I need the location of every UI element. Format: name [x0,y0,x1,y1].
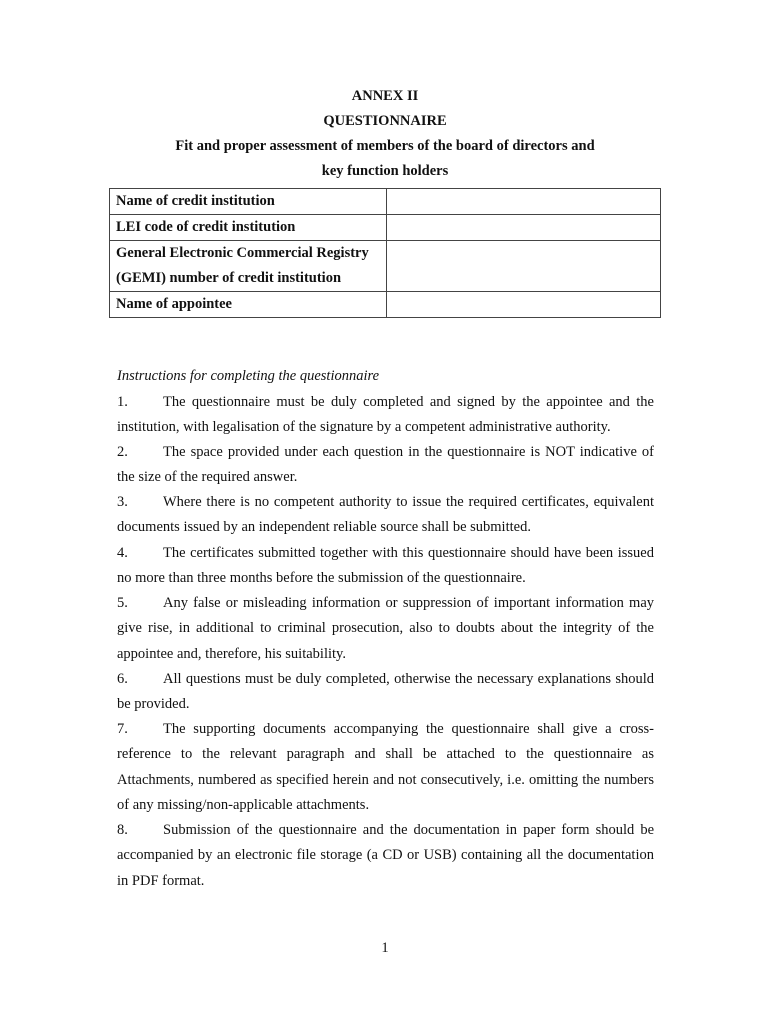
table-row [110,292,661,318]
appointee-name-field[interactable] [386,292,660,318]
instruction-number: 4. [117,545,128,561]
instruction-number: 5. [117,595,128,611]
instruction-item [117,390,654,441]
instruction-item [117,667,654,718]
instruction-number: 7. [117,721,128,737]
instruction-item [117,818,654,894]
gemi-number-label: General Electronic Commercial Registry (GEMI) number of credit institution [110,241,387,292]
credit-institution-name-label: Name of credit institution [110,189,387,215]
instruction-item [117,717,654,818]
appointee-name-label: Name of appointee [110,292,387,318]
gemi-number-field[interactable] [386,241,660,292]
lei-code-label: LEI code of credit institution [110,215,387,241]
instruction-number: 6. [117,671,128,687]
instruction-text: The space provided under each question in the questionnaire is NOT indicative of the size of the required answer. [117,444,654,486]
instruction-item [117,591,654,667]
annex-heading: ANNEX II [351,88,419,104]
lei-code-field[interactable] [386,215,660,241]
institution-info-table [109,188,661,318]
instruction-text: Where there is no competent authority to issue the required certificates, equivalent documents issued by an independent reliable source shall be submitted. [117,494,654,536]
instruction-text: The questionnaire must be duly completed and signed by the appointee and the institution, with legalisation of the signature by a competent administrative authority. [117,394,654,436]
instruction-number: 2. [117,444,128,460]
instructions-title: Instructions for completing the questionnaire [117,368,380,384]
instruction-number: 8. [117,822,128,838]
instruction-item [117,440,654,491]
instruction-number: 3. [117,494,128,510]
instruction-number: 1. [117,394,128,410]
table-row [110,215,661,241]
instruction-text: Submission of the questionnaire and the documentation in paper form should be accompanied by an electronic file storage (a CD or USB) containing all the documentation in PDF format. [117,822,654,889]
instruction-text: The certificates submitted together with this questionnaire should have been issued no more than three months before the submission of the questionnaire. [117,545,654,587]
instruction-item [117,541,654,592]
document-title: QUESTIONNAIRE [323,113,447,129]
instruction-text: All questions must be duly completed, otherwise the necessary explanations should be provided. [117,671,654,713]
instruction-text: The supporting documents accompanying the questionnaire shall give a cross-reference to the relevant paragraph and shall be attached to the questionnaire as Attachments, numbered as specified herein and not consecutively, i.e. omitting the numbers of any missing/non-applicable attachments. [117,721,654,813]
credit-institution-name-field[interactable] [386,189,660,215]
page-number: 1 [381,940,389,956]
table-row [110,189,661,215]
document-subtitle-line-2: key function holders [321,163,449,179]
document-subtitle-line-1: Fit and proper assessment of members of the board of directors and [175,138,595,154]
instruction-text: Any false or misleading information or suppression of important information may give rise, in additional to criminal prosecution, also to doubts about the integrity of the appointee and, therefore, his suitability. [117,595,654,662]
instruction-item [117,490,654,541]
table-row [110,241,661,292]
